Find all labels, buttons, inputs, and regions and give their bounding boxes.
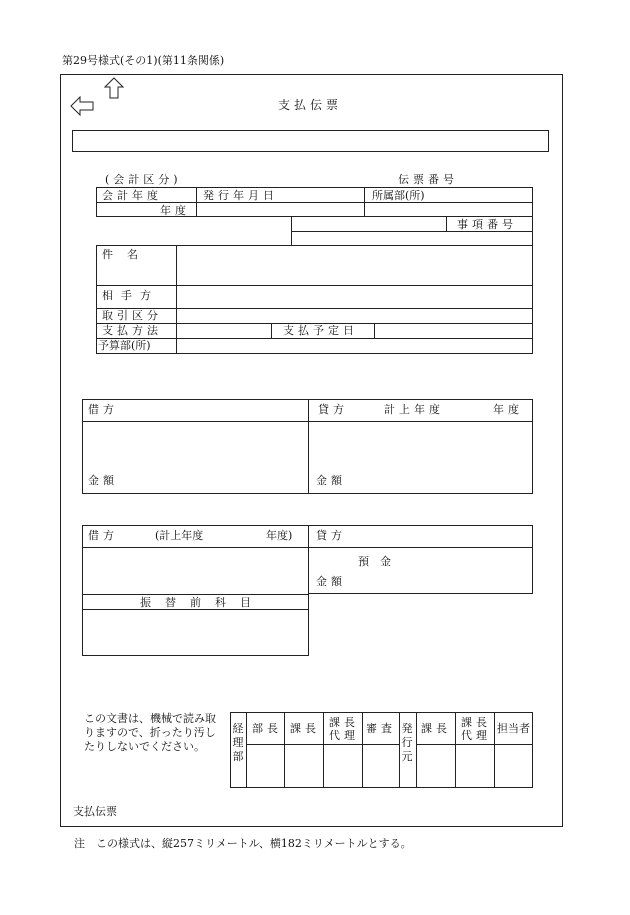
audit-label: 審査 bbox=[366, 722, 396, 735]
deputy-bottom-label: 代理 bbox=[329, 729, 359, 742]
journal1-debit-amount-label: 金額 bbox=[88, 474, 118, 487]
journal1-posting-year-label: 計上年度 bbox=[384, 403, 444, 416]
page-title: 支払伝票 bbox=[278, 98, 343, 112]
journal1-debit-label: 借方 bbox=[88, 403, 118, 416]
issue-date-label: 発行年月日 bbox=[203, 189, 278, 202]
journal2-deposit-label: 預 金 bbox=[358, 555, 391, 568]
journal2-debit-label: 借方 bbox=[88, 529, 118, 542]
dept-head-label: 部長 bbox=[252, 722, 282, 735]
journal2-amount-label: 金額 bbox=[316, 575, 346, 588]
year-suffix-label: 年度 bbox=[160, 204, 190, 217]
footer-note: 注 この様式は、縦257ミリメートル、横182ミリメートルとする。 bbox=[74, 837, 412, 850]
issuer-label: 発行元 bbox=[401, 722, 413, 763]
deputy2-top-label: 課長 bbox=[461, 716, 491, 729]
subject-row bbox=[96, 245, 533, 286]
counterparty-row bbox=[96, 285, 533, 309]
deputy-top-label: 課長 bbox=[329, 716, 359, 729]
item-number-label: 事項番号 bbox=[457, 218, 517, 231]
in-charge-label: 担当者 bbox=[497, 722, 530, 735]
payment-method-label: 支払方法 bbox=[102, 324, 162, 337]
form-number: 第29号様式(その1)(第11条関係) bbox=[62, 54, 225, 67]
fiscal-year-label: 会計年度 bbox=[102, 189, 162, 202]
left-arrow-icon bbox=[70, 96, 94, 116]
journal2-year-close-label: 年度) bbox=[266, 529, 293, 542]
footer-label: 支払伝票 bbox=[73, 805, 117, 818]
handling-note: この文書は、機械で読み取りますので、折ったり汚したりしないでください。 bbox=[84, 712, 216, 753]
department-label: 所属部(所) bbox=[372, 189, 425, 202]
budget-row bbox=[96, 338, 533, 354]
section-head-label: 課長 bbox=[290, 722, 320, 735]
journal2-posting-year-label: (計上年度 bbox=[155, 529, 204, 542]
slip-number-label: 伝票番号 bbox=[398, 173, 458, 186]
deputy2-bottom-label: 代理 bbox=[461, 729, 491, 742]
up-arrow-icon bbox=[104, 77, 124, 99]
transfer-subject-label: 振替前科目 bbox=[140, 596, 265, 609]
journal1-year-label: 年度 bbox=[493, 403, 523, 416]
journal1-credit-label: 貸方 bbox=[318, 403, 348, 416]
payment-due-date-label: 支払予定日 bbox=[283, 324, 358, 337]
transaction-type-label: 取引区分 bbox=[102, 309, 162, 322]
journal1-credit-amount-label: 金額 bbox=[316, 474, 346, 487]
header-input-box bbox=[72, 130, 549, 152]
section-head2-label: 課長 bbox=[421, 722, 451, 735]
accounting-dept-label: 経理部 bbox=[232, 722, 244, 763]
journal2-credit-label: 貸方 bbox=[316, 529, 346, 542]
accounting-class-label: (会計区分) bbox=[105, 173, 182, 186]
subject-label: 件名 bbox=[102, 248, 152, 261]
counterparty-label: 相手方 bbox=[102, 289, 159, 302]
budget-department-label: 予算部(所) bbox=[98, 339, 151, 352]
